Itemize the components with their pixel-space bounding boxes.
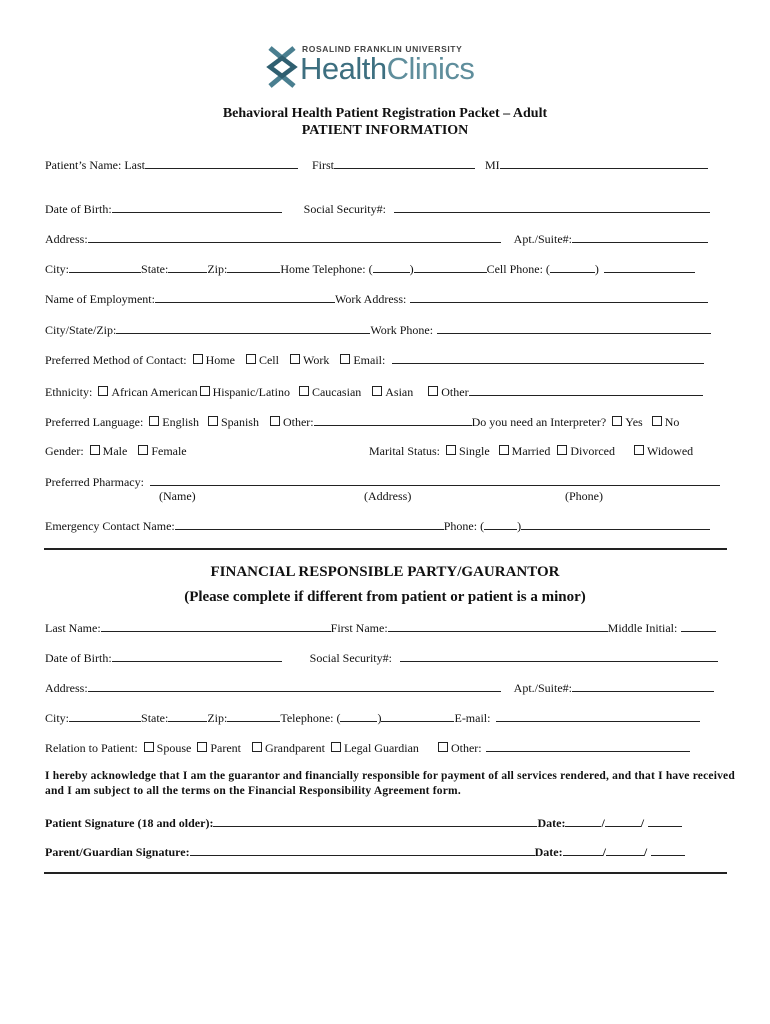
employment-row xyxy=(45,291,708,307)
guardian-signature-label: Parent/Guardian Signature: xyxy=(45,845,190,859)
logo-health: Health xyxy=(300,51,387,86)
g-dob-field[interactable] xyxy=(112,650,282,662)
first-name-field[interactable] xyxy=(334,157,475,169)
last-name-label: Patient’s Name: Last xyxy=(45,158,145,172)
relation-legal-guardian-label: Legal Guardian xyxy=(343,741,419,755)
apt-field[interactable] xyxy=(572,231,708,243)
g-address-label: Address: xyxy=(45,681,88,695)
contact-home-checkbox[interactable] xyxy=(193,354,203,364)
g-zip-field[interactable] xyxy=(227,710,280,722)
interpreter-no-label: No xyxy=(664,415,680,429)
paren-close: ) xyxy=(594,262,599,276)
pharmacy-phone-caption: (Phone) xyxy=(565,489,603,503)
gender-male-checkbox[interactable] xyxy=(90,445,100,455)
date-slash: / xyxy=(601,816,605,830)
work-city-row xyxy=(45,322,711,338)
guardian-date-label: Date: xyxy=(534,845,563,859)
marital-widowed-label: Widowed xyxy=(646,444,694,458)
work-phone-field[interactable] xyxy=(437,322,711,334)
dob-label: Date of Birth: xyxy=(45,202,112,216)
logo-wordmark xyxy=(300,51,474,87)
patient-signature-label: Patient Signature (18 and older): xyxy=(45,816,214,830)
state-label: State: xyxy=(141,262,169,276)
patient-date-month-field[interactable] xyxy=(565,815,601,827)
emergency-phone-label: Phone: ( xyxy=(443,519,485,533)
relation-other-checkbox[interactable] xyxy=(438,742,448,752)
language-english-checkbox[interactable] xyxy=(149,416,159,426)
g-state-label: State: xyxy=(141,711,169,725)
city-phone-row xyxy=(45,261,695,277)
g-ssn-label: Social Security#: xyxy=(309,651,392,665)
cell-label: Cell Phone: ( xyxy=(486,262,550,276)
work-phone-label: Work Phone: xyxy=(370,323,434,337)
g-middle-initial-label: Middle Initial: xyxy=(607,621,678,635)
relation-other-field[interactable] xyxy=(486,740,690,752)
g-apt-label: Apt./Suite#: xyxy=(513,681,573,695)
relation-spouse-checkbox[interactable] xyxy=(144,742,154,752)
ethnicity-asian-label: Asian xyxy=(385,385,414,399)
contact-label: Preferred Method of Contact: xyxy=(45,353,187,367)
address-label: Address: xyxy=(45,232,88,246)
g-tel-label: Telephone: ( xyxy=(280,711,341,725)
g-last-name-field[interactable] xyxy=(101,620,331,632)
guardian-date-day-field[interactable] xyxy=(606,844,644,856)
city-field[interactable] xyxy=(69,261,141,273)
zip-label: Zip: xyxy=(207,262,228,276)
g-state-field[interactable] xyxy=(168,710,207,722)
page-title: Behavioral Health Patient Registration Packet – Adult xyxy=(222,106,548,121)
home-tel-label: Home Telephone: ( xyxy=(280,262,373,276)
language-other-label: Other: xyxy=(282,415,314,429)
guarantor-dob-row xyxy=(45,650,718,666)
acknowledgement-text: I hereby acknowledge that I am the guarantor and financially responsible for payment of all services rendered, and that I have received and I am subject to all the terms on the Financial Responsibility Agreement form. xyxy=(45,770,735,797)
date-slash: / xyxy=(602,845,606,859)
patient-signature-field[interactable] xyxy=(213,815,537,827)
guardian-signature-row xyxy=(45,844,685,860)
gender-row xyxy=(45,444,187,459)
relation-other-label: Other: xyxy=(450,741,482,755)
ethnicity-african-american-checkbox[interactable] xyxy=(98,386,108,396)
ethnicity-other-field[interactable] xyxy=(469,384,703,396)
pharmacy-row xyxy=(45,474,720,490)
employment-field[interactable] xyxy=(155,291,335,303)
interpreter-label: Do you need an Interpreter? xyxy=(471,415,607,429)
emergency-label: Emergency Contact Name: xyxy=(45,519,175,533)
g-tel-area-field[interactable] xyxy=(340,710,377,722)
language-label: Preferred Language: xyxy=(45,415,144,429)
g-dob-label: Date of Birth: xyxy=(45,651,112,665)
language-spanish-checkbox[interactable] xyxy=(208,416,218,426)
logo-university: ROSALIND FRANKLIN UNIVERSITY xyxy=(302,44,463,54)
dob-ssn-row xyxy=(45,201,710,217)
pharmacy-address-caption: (Address) xyxy=(364,489,412,503)
city-state-zip-label: City/State/Zip: xyxy=(45,323,117,337)
mi-label: MI xyxy=(485,158,500,172)
ethnicity-african-american-label: African American xyxy=(111,385,198,399)
g-first-name-field[interactable] xyxy=(388,620,608,632)
g-email-field[interactable] xyxy=(496,710,700,722)
guarantor-section-subtitle: (Please complete if different from patient or patient is a minor) xyxy=(184,589,586,605)
patient-name-row xyxy=(45,157,708,173)
relation-legal-guardian-checkbox[interactable] xyxy=(331,742,341,752)
guardian-signature-field[interactable] xyxy=(190,844,535,856)
g-middle-initial-field[interactable] xyxy=(681,620,716,632)
section-divider xyxy=(44,548,727,550)
ethnicity-hispanic-label: Hispanic/Latino xyxy=(212,385,290,399)
g-apt-field[interactable] xyxy=(572,680,714,692)
ethnicity-other-checkbox[interactable] xyxy=(428,386,438,396)
pharmacy-field[interactable] xyxy=(150,474,720,486)
ethnicity-asian-checkbox[interactable] xyxy=(372,386,382,396)
language-spanish-label: Spanish xyxy=(220,415,259,429)
contact-cell-label: Cell xyxy=(258,353,279,367)
pharmacy-label: Preferred Pharmacy: xyxy=(45,475,144,489)
contact-method-row xyxy=(45,352,704,368)
language-other-field[interactable] xyxy=(314,414,472,426)
interpreter-no-checkbox[interactable] xyxy=(652,416,662,426)
guardian-date-year-field[interactable] xyxy=(651,844,685,856)
first-name-label: First xyxy=(311,158,334,172)
state-field[interactable] xyxy=(168,261,207,273)
bottom-divider xyxy=(44,872,727,874)
ethnicity-row xyxy=(45,384,703,400)
contact-email-checkbox[interactable] xyxy=(340,354,350,364)
contact-home-label: Home xyxy=(205,353,235,367)
language-row xyxy=(45,414,679,430)
marital-single-checkbox[interactable] xyxy=(446,445,456,455)
mi-field[interactable] xyxy=(500,157,708,169)
paren-close: ) xyxy=(409,262,414,276)
guardian-date-month-field[interactable] xyxy=(563,844,603,856)
emergency-phone-field[interactable] xyxy=(521,518,710,530)
date-slash: / xyxy=(640,816,645,830)
health-clinics-logo xyxy=(266,44,506,90)
contact-work-label: Work xyxy=(302,353,330,367)
patient-date-year-field[interactable] xyxy=(648,815,682,827)
home-tel-field[interactable] xyxy=(414,261,487,273)
ssn-label: Social Security#: xyxy=(303,202,386,216)
work-address-field[interactable] xyxy=(410,291,708,303)
interpreter-yes-label: Yes xyxy=(625,415,643,429)
address-row xyxy=(45,231,708,247)
language-other-checkbox[interactable] xyxy=(270,416,280,426)
relation-grandparent-label: Grandparent xyxy=(264,741,325,755)
marital-married-label: Married xyxy=(511,444,551,458)
contact-email-label: Email: xyxy=(353,353,386,367)
g-ssn-field[interactable] xyxy=(400,650,718,662)
paren-close: ) xyxy=(517,519,522,533)
ethnicity-label: Ethnicity: xyxy=(45,385,93,399)
section-title-patient-info: PATIENT INFORMATION xyxy=(301,123,469,138)
relation-grandparent-checkbox[interactable] xyxy=(252,742,262,752)
emergency-name-field[interactable] xyxy=(175,518,444,530)
marital-divorced-label: Divorced xyxy=(570,444,615,458)
g-zip-label: Zip: xyxy=(207,711,228,725)
relation-parent-checkbox[interactable] xyxy=(197,742,207,752)
work-address-label: Work Address: xyxy=(334,292,407,306)
marital-label: Marital Status: xyxy=(369,444,440,458)
interpreter-yes-checkbox[interactable] xyxy=(612,416,622,426)
g-address-field[interactable] xyxy=(88,680,501,692)
marital-status-group xyxy=(369,444,693,459)
contact-cell-checkbox[interactable] xyxy=(246,354,256,364)
ethnicity-caucasian-label: Caucasian xyxy=(311,385,362,399)
g-tel-field[interactable] xyxy=(381,710,454,722)
marital-widowed-checkbox[interactable] xyxy=(634,445,644,455)
language-english-label: English xyxy=(162,415,199,429)
marital-married-checkbox[interactable] xyxy=(499,445,509,455)
marital-single-label: Single xyxy=(459,444,490,458)
gender-female-label: Female xyxy=(151,444,187,458)
ethnicity-hispanic-checkbox[interactable] xyxy=(200,386,210,396)
guarantor-address-row xyxy=(45,680,714,696)
cell-field[interactable] xyxy=(604,261,695,273)
guarantor-section-title: FINANCIAL RESPONSIBLE PARTY/GAURANTOR xyxy=(210,564,560,580)
guarantor-name-row xyxy=(45,620,716,636)
patient-date-day-field[interactable] xyxy=(605,815,641,827)
gender-label: Gender: xyxy=(45,444,84,458)
patient-signature-row xyxy=(45,815,682,831)
ssn-field[interactable] xyxy=(394,201,710,213)
logo-mark-icon xyxy=(266,44,300,90)
logo-clinics: Clinics xyxy=(386,51,475,86)
g-city-label: City: xyxy=(45,711,70,725)
last-name-field[interactable] xyxy=(145,157,298,169)
gender-female-checkbox[interactable] xyxy=(138,445,148,455)
cell-area-field[interactable] xyxy=(550,261,595,273)
address-field[interactable] xyxy=(88,231,501,243)
relation-label: Relation to Patient: xyxy=(45,741,138,755)
g-last-name-label: Last Name: xyxy=(45,621,101,635)
city-state-zip-field[interactable] xyxy=(116,322,370,334)
date-slash: / xyxy=(643,845,648,859)
patient-date-label: Date: xyxy=(537,816,566,830)
guarantor-city-row xyxy=(45,710,700,726)
contact-work-checkbox[interactable] xyxy=(290,354,300,364)
ethnicity-caucasian-checkbox[interactable] xyxy=(299,386,309,396)
g-city-field[interactable] xyxy=(69,710,141,722)
pharmacy-name-caption: (Name) xyxy=(159,489,196,503)
ethnicity-other-label: Other xyxy=(441,385,469,399)
paren-close: ) xyxy=(377,711,382,725)
emergency-contact-row xyxy=(45,518,710,534)
marital-divorced-checkbox[interactable] xyxy=(557,445,567,455)
relation-row xyxy=(45,740,690,756)
home-tel-area-field[interactable] xyxy=(373,261,410,273)
dob-field[interactable] xyxy=(112,201,282,213)
g-first-name-label: First Name: xyxy=(330,621,388,635)
employment-label: Name of Employment: xyxy=(45,292,155,306)
apt-label: Apt./Suite#: xyxy=(513,232,573,246)
relation-spouse-label: Spouse xyxy=(156,741,192,755)
zip-field[interactable] xyxy=(227,261,280,273)
relation-parent-label: Parent xyxy=(210,741,241,755)
gender-male-label: Male xyxy=(102,444,128,458)
g-email-label: E-mail: xyxy=(454,711,491,725)
email-field[interactable] xyxy=(392,352,704,364)
city-label: City: xyxy=(45,262,70,276)
emergency-phone-area-field[interactable] xyxy=(484,518,517,530)
